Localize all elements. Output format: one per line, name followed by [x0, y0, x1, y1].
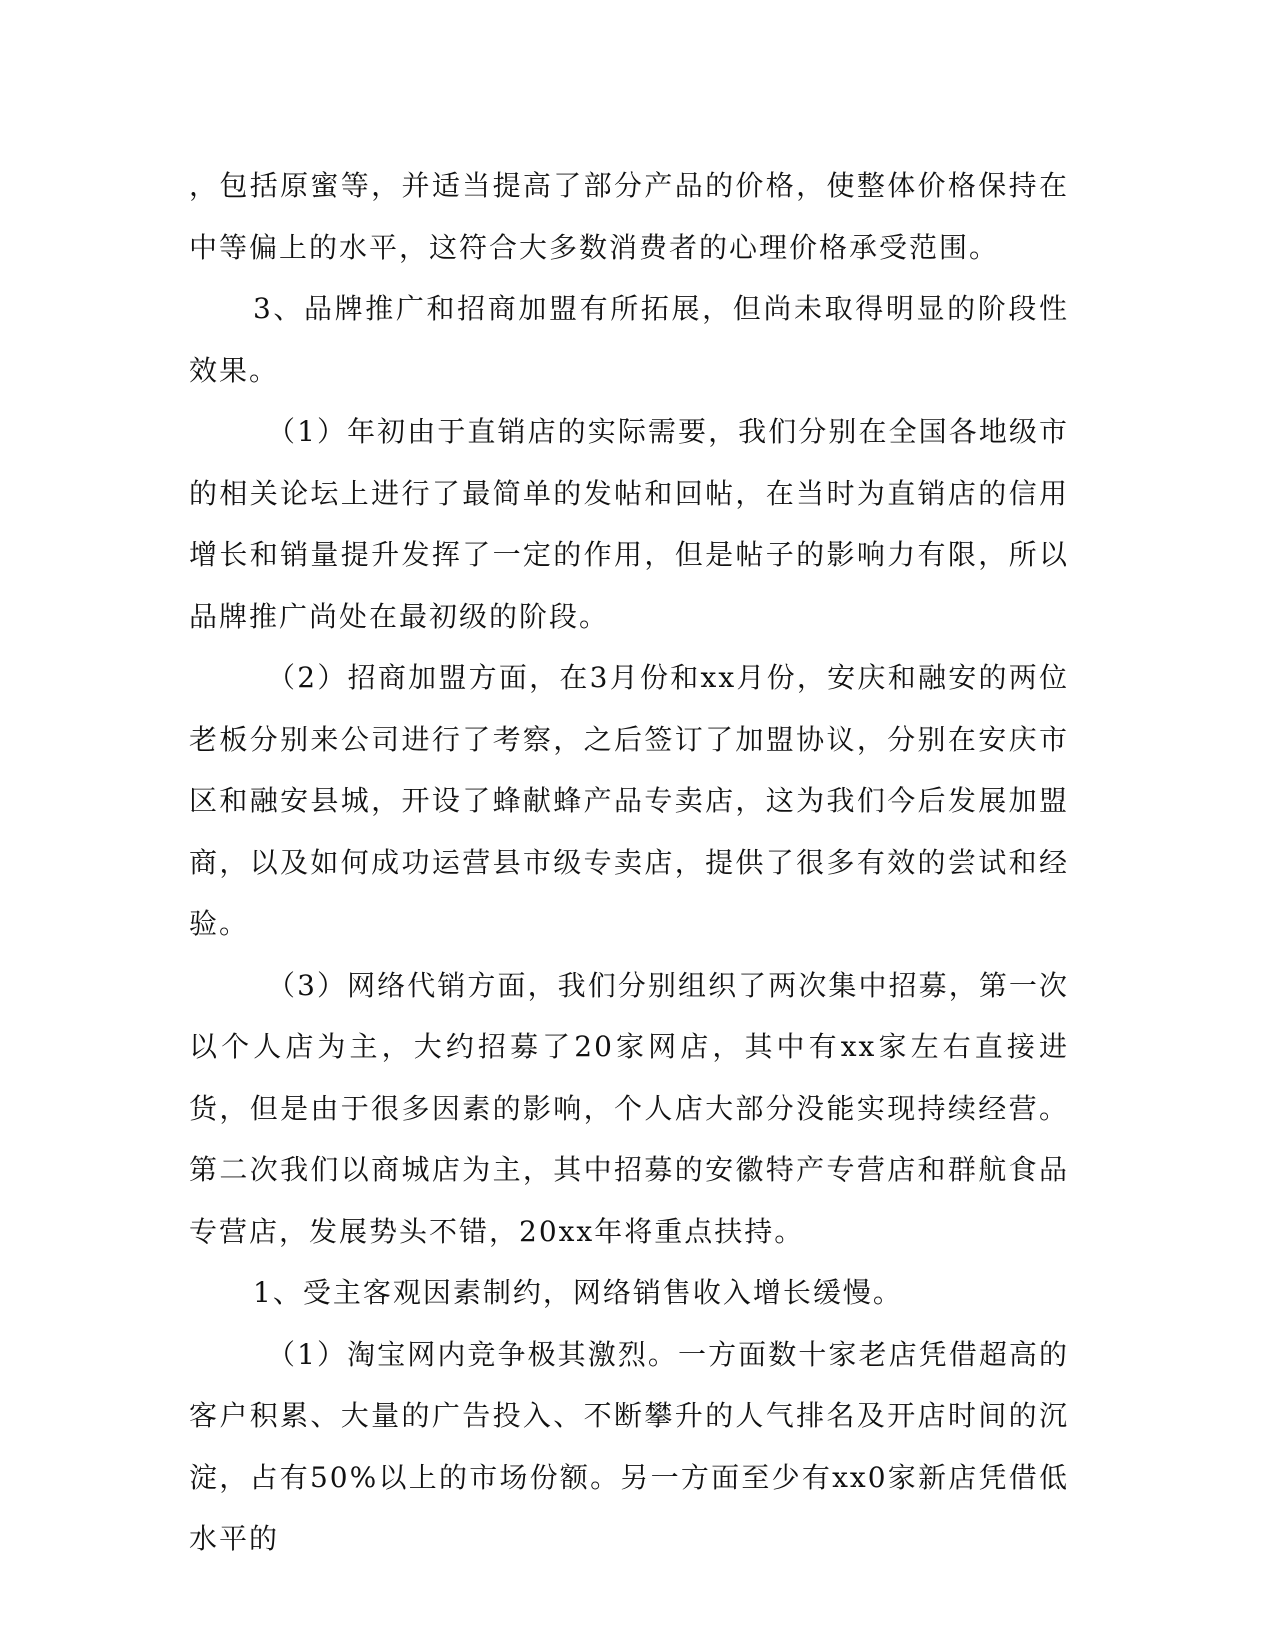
paragraph-section-3: 3、品牌推广和招商加盟有所拓展，但尚未取得明显的阶段性效果。	[189, 292, 1069, 387]
document-body	[189, 155, 1069, 1570]
paragraph-item-1-forum-promotion: （1）年初由于直销店的实际需要，我们分别在全国各地级市的相关论坛上进行了最简单的发帖和回帖，在当时为直销店的信用增长和销量提升发挥了一定的作用，但是帖子的影响力有限，所以品牌推广尚处在最初级的阶段。	[189, 415, 1069, 633]
paragraph-section-1: 1、受主客观因素制约，网络销售收入增长缓慢。	[253, 1276, 903, 1309]
paragraph-item-1-taobao-competition: （1）淘宝网内竞争极其激烈。一方面数十家老店凭借超高的客户积累、大量的广告投入、不断攀升的人气排名及开店时间的沉淀，占有50%以上的市场份额。另一方面至少有xx0家新店凭借低水平的	[189, 1337, 1069, 1555]
paragraph-item-3-online-agency: （3）网络代销方面，我们分别组织了两次集中招募，第一次以个人店为主，大约招募了20家网店，其中有xx家左右直接进货，但是由于很多因素的影响，个人店大部分没能实现持续经营。第二次我们以商城店为主，其中招募的安徽特产专营店和群航食品专营店，发展势头不错，20xx年将重点扶持。	[189, 968, 1069, 1248]
paragraph-item-2-franchise: （2）招商加盟方面，在3月份和xx月份，安庆和融安的两位老板分别来公司进行了考察，之后签订了加盟协议，分别在安庆市区和融安县城，开设了蜂献蜂产品专卖店，这为我们今后发展加盟商，以及如何成功运营县市级专卖店，提供了很多有效的尝试和经验。	[189, 661, 1069, 940]
paragraph-continuation: ，包括原蜜等，并适当提高了部分产品的价格，使整体价格保持在中等偏上的水平，这符合大多数消费者的心理价格承受范围。	[189, 169, 1069, 264]
